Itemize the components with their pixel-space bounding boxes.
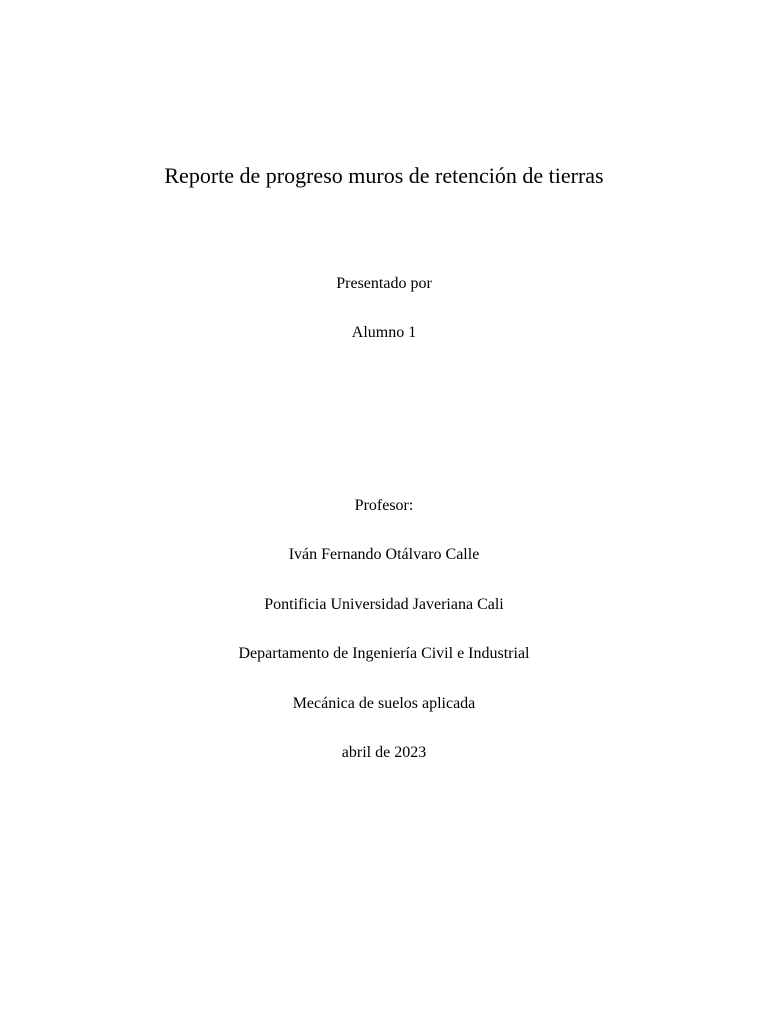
professor-label: Profesor: bbox=[354, 497, 414, 514]
document-title: Reporte de progreso muros de retención de tierras bbox=[164, 163, 604, 188]
professor-name: Iván Fernando Otálvaro Calle bbox=[288, 546, 480, 563]
student-name: Alumno 1 bbox=[351, 324, 417, 341]
university-name: Pontificia Universidad Javeriana Cali bbox=[264, 596, 504, 613]
course-name: Mecánica de suelos aplicada bbox=[292, 695, 476, 712]
document-date: abril de 2023 bbox=[341, 744, 427, 761]
department-name: Departamento de Ingeniería Civil e Industrial bbox=[238, 645, 530, 662]
presented-by-label: Presentado por bbox=[336, 275, 432, 292]
